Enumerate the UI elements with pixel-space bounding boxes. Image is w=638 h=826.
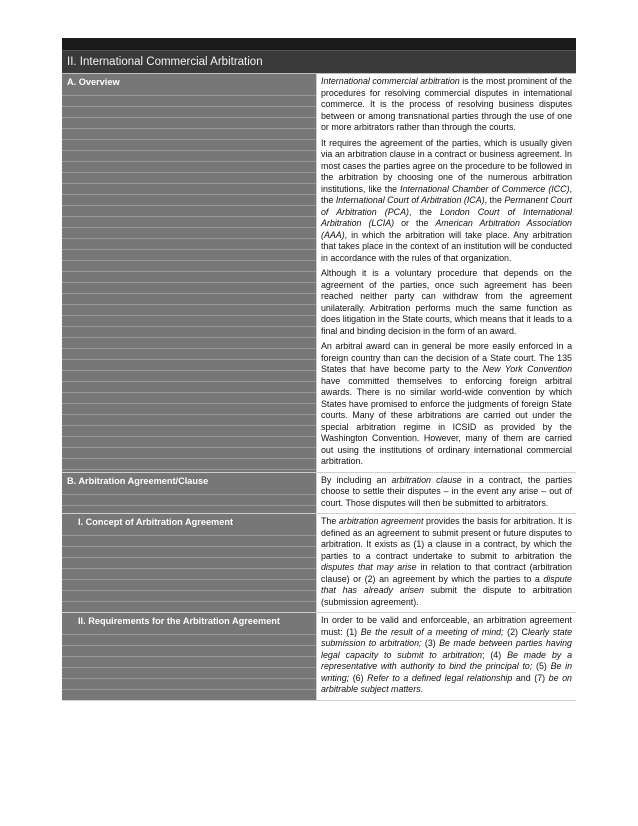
text-run: It requires the agreement of the parties, which is usually given via an arbitration clause in a contract or business agreement. In most cases the parties agree on the procedure to be followed in the arbitration by choosing one of the numerous arbitration institutions, like the [321,137,572,194]
text-run: provides the basis for arbitration. It is defined as an agreement to submit present or future disputes to arbitration. It exists as (1) a clause in a contract, by which the parties to a contract undertake to submit to arbitration the [321,516,572,561]
text-run: is the most prominent of the procedures for resolving commercial disputes in international commerce. It is the process of resolving business disputes between or among transnational parties through the use of one or more arbitrators rather than through the courts. [321,76,572,132]
italic-text: London Court of International Arbitration (LCIA) [321,206,572,228]
row-content-cell [316,473,576,514]
table-body [62,74,576,701]
text-run: in a contract, the parties choose to settle their disputes – in the event any arise – out of court. Those disputes will then be submitted to arbitrators. [321,474,572,508]
row-label-cell [62,514,316,612]
italic-text: be on arbitrable subject matters [321,672,572,694]
text-run: (5) [532,661,551,671]
italic-text: Be the result of a meeting of mind; [360,626,504,637]
text-run: An arbitral award can in general be more easily enforced in a foreign country than can the decision of a State court. The 135 States that have become party to the [321,341,572,374]
table-row [62,473,576,515]
header-band [62,38,576,50]
paragraph [321,516,572,608]
text-run: ; (4) [482,649,508,660]
italic-text: dispute that has already arisen [321,573,572,595]
text-run: By including an [321,474,392,485]
paragraph [321,615,572,696]
document-table [62,38,576,788]
paragraph [321,76,572,134]
row-label: II. Requirements for the Arbitration Agreement [62,613,316,629]
row-label: A. Overview [62,74,316,90]
italic-text: New York Convention [482,364,572,374]
row-label-cell [62,473,316,514]
text-run: In order to be valid and enforceable, an arbitration agreement must: (1) [321,615,572,637]
text-run: (2) C [503,626,528,637]
italic-text: International Chamber of Commerce (ICC) [400,183,570,194]
italic-text: Be made between parties having legal capacity to submit to arbitration [321,638,572,660]
text-run: . [420,684,424,694]
text-run: submit the dispute to arbitration (submission agreement). [321,585,572,607]
text-run: or the [394,218,436,228]
text-run: Although it is a voluntary procedure that depends on the agreement of the parties, once such agreement has been reached neither party can withdraw from the agreement unilaterally. Arbitration performs much the same function as does litigation in the State courts, which means that it leads to a final and binding decision in the form of an award. [321,268,572,336]
row-label: B. Arbitration Agreement/Clause [62,473,316,489]
row-content-cell [316,514,576,612]
text-run: (3) [421,638,440,648]
text-run: , in which the arbitration will take place. Any arbitration that takes place in the context of an institution will be conducted in accordance with the rules of that organization. [321,229,572,263]
section-title: II. International Commercial Arbitration [62,50,576,74]
text-run: The [321,516,339,526]
paragraph [321,341,572,468]
text-run: , the [408,206,441,217]
table-row [62,74,576,473]
italic-text: Refer to a defined legal relationship [367,672,513,683]
text-run: , the [484,195,505,205]
row-content-cell [316,613,576,700]
table-row [62,514,576,613]
italic-text: arbitration agreement [338,516,424,526]
row-label: I. Concept of Arbitration Agreement [62,514,316,530]
paragraph [321,138,572,265]
text-run: , the [321,183,572,205]
text-run: and (7) [512,672,549,683]
italic-text: learly state submission to arbitration; [321,626,573,648]
paragraph [321,268,572,337]
row-content-cell [316,74,576,472]
italic-text: Be made by a representative with authority to bind the principal to; [321,649,573,671]
italic-text: American Arbitration Association (AAA) [321,218,572,240]
row-label-cell [62,613,316,700]
italic-text: Permanent Court of Arbitration (PCA) [321,195,572,217]
paragraph [321,475,572,510]
row-label-cell [62,74,316,472]
table-row [62,613,576,701]
text-run: have committed themselves to enforcing foreign arbitral awards. There is no similar world-wide convention by which States have promised to enforce the judgments of foreign State courts. Many of these arbitrations are carried out under the special arbitration regime in ICSID as provided by the Washington Convention. However, many of them are carried out using the institutions of ordinary international commercial arbitration. [321,375,572,466]
italic-text: International Court of Arbitration (ICA) [335,195,485,205]
text-run: in relation to that contract (arbitration clause) or (2) an agreement by which the parties to a [321,562,572,584]
text-run: (6) [349,672,368,683]
italic-text: International commercial arbitration [321,76,460,86]
italic-text: disputes that may arise [321,562,417,572]
italic-text: Be in writing; [321,661,573,683]
italic-text: arbitration clause [391,474,462,485]
